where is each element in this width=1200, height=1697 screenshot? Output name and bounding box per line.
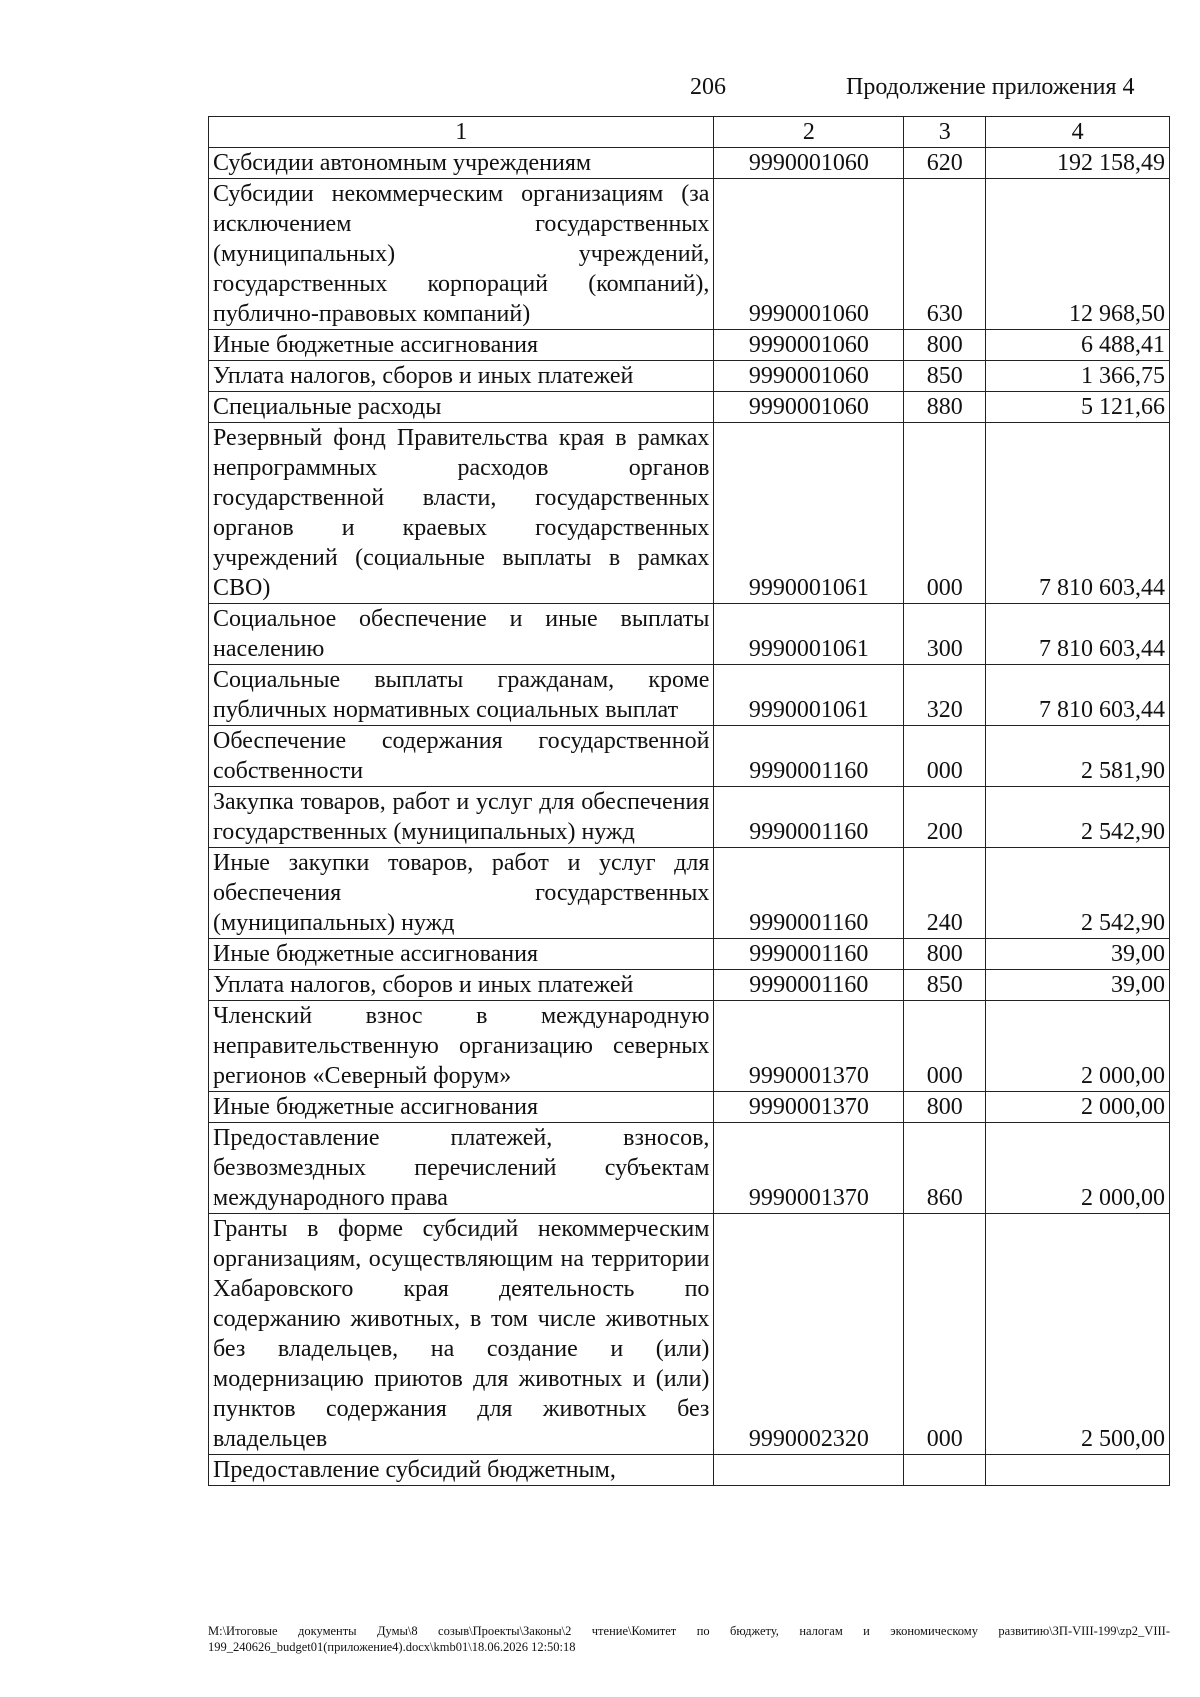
- row-expense-type-cell: 800: [904, 330, 986, 361]
- row-sum-cell: 39,00: [986, 939, 1170, 970]
- row-sum-cell: 6 488,41: [986, 330, 1170, 361]
- row-sum-cell: 192 158,49: [986, 148, 1170, 179]
- table-row: [209, 939, 1170, 970]
- row-sum-cell: 39,00: [986, 970, 1170, 1001]
- row-expense-type-cell: 240: [904, 848, 986, 939]
- row-name-cell: Иные бюджетные ассигнования: [209, 939, 714, 970]
- column-header-name: 1: [209, 117, 714, 148]
- row-expense-type-cell: 000: [904, 1001, 986, 1092]
- table-header-row: [209, 117, 1170, 148]
- row-expense-type-cell: 000: [904, 726, 986, 787]
- table-row: [209, 1455, 1170, 1486]
- row-code-cell: 9990001060: [714, 179, 904, 330]
- row-sum-cell: 7 810 603,44: [986, 665, 1170, 726]
- document-path-footer: M:\Итоговые документы Думы\8 созыв\Проекты\Законы\2 чтение\Комитет по бюджету, налогам и экономическому развитию\ЗП-VIII-199\zp2_VIII-199_240626_budget01(приложение4).docx\kmb01\18.06.2026 12:50:18: [208, 1624, 1170, 1654]
- table-row: [209, 848, 1170, 939]
- row-name-cell: Гранты в форме субсидий некоммерческим организациям, осуществляющим на территории Хабаровского края деятельность по содержанию животных, в том числе животных без владельцев, на создание и (или) модернизацию приютов для животных и (или) пунктов содержания для животных без владельцев: [209, 1214, 714, 1455]
- row-expense-type-cell: 300: [904, 604, 986, 665]
- row-expense-type-cell: 620: [904, 148, 986, 179]
- row-name-cell: Субсидии некоммерческим организациям (за исключением государственных (муниципальных) учреждений, государственных корпораций (компаний), публично-правовых компаний): [209, 179, 714, 330]
- table-row: [209, 665, 1170, 726]
- row-sum-cell: 2 542,90: [986, 787, 1170, 848]
- row-name-cell: Социальное обеспечение и иные выплаты населению: [209, 604, 714, 665]
- row-code-cell: 9990001370: [714, 1001, 904, 1092]
- table-row: [209, 604, 1170, 665]
- row-code-cell: 9990001060: [714, 392, 904, 423]
- row-expense-type-cell: [904, 1455, 986, 1486]
- row-name-cell: Иные бюджетные ассигнования: [209, 330, 714, 361]
- row-sum-cell: 2 581,90: [986, 726, 1170, 787]
- row-sum-cell: 2 500,00: [986, 1214, 1170, 1455]
- column-header-expense-type: 3: [904, 117, 986, 148]
- row-code-cell: 9990001060: [714, 361, 904, 392]
- row-name-cell: Субсидии автономным учреждениям: [209, 148, 714, 179]
- table-row: [209, 970, 1170, 1001]
- row-expense-type-cell: 320: [904, 665, 986, 726]
- row-code-cell: 9990001160: [714, 848, 904, 939]
- table-row: [209, 330, 1170, 361]
- table-row: [209, 1214, 1170, 1455]
- table-row: [209, 423, 1170, 604]
- row-sum-cell: 1 366,75: [986, 361, 1170, 392]
- row-name-cell: Специальные расходы: [209, 392, 714, 423]
- row-name-cell: Уплата налогов, сборов и иных платежей: [209, 361, 714, 392]
- row-name-cell: Иные бюджетные ассигнования: [209, 1092, 714, 1123]
- table-row: [209, 787, 1170, 848]
- row-code-cell: 9990001160: [714, 970, 904, 1001]
- row-name-cell: Обеспечение содержания государственной собственности: [209, 726, 714, 787]
- table-row: [209, 179, 1170, 330]
- appendix-continuation-label: Продолжение приложения 4: [846, 74, 1135, 100]
- row-sum-cell: 7 810 603,44: [986, 423, 1170, 604]
- row-name-cell: Предоставление субсидий бюджетным,: [209, 1455, 714, 1486]
- table-row: [209, 361, 1170, 392]
- row-expense-type-cell: 800: [904, 1092, 986, 1123]
- row-name-cell: Уплата налогов, сборов и иных платежей: [209, 970, 714, 1001]
- column-header-sum: 4: [986, 117, 1170, 148]
- row-code-cell: 9990001061: [714, 604, 904, 665]
- row-code-cell: 9990001370: [714, 1123, 904, 1214]
- row-expense-type-cell: 800: [904, 939, 986, 970]
- row-expense-type-cell: 850: [904, 361, 986, 392]
- row-name-cell: Членский взнос в международную неправительственную организацию северных регионов «Северный форум»: [209, 1001, 714, 1092]
- row-expense-type-cell: 200: [904, 787, 986, 848]
- row-sum-cell: 7 810 603,44: [986, 604, 1170, 665]
- table-row: [209, 1123, 1170, 1214]
- page-number: 206: [690, 74, 726, 100]
- row-code-cell: 9990002320: [714, 1214, 904, 1455]
- row-sum-cell: 2 000,00: [986, 1092, 1170, 1123]
- row-code-cell: 9990001160: [714, 726, 904, 787]
- row-expense-type-cell: 000: [904, 423, 986, 604]
- row-code-cell: [714, 1455, 904, 1486]
- row-name-cell: Резервный фонд Правительства края в рамках непрограммных расходов органов государственной власти, государственных органов и краевых государственных учреждений (социальные выплаты в рамках СВО): [209, 423, 714, 604]
- row-sum-cell: 2 000,00: [986, 1123, 1170, 1214]
- budget-table-body: [209, 148, 1170, 1486]
- row-expense-type-cell: 880: [904, 392, 986, 423]
- table-row: [209, 148, 1170, 179]
- row-expense-type-cell: 630: [904, 179, 986, 330]
- row-name-cell: Предоставление платежей, взносов, безвозмездных перечислений субъектам международного права: [209, 1123, 714, 1214]
- budget-table: [208, 116, 1170, 1486]
- row-name-cell: Иные закупки товаров, работ и услуг для обеспечения государственных (муниципальных) нужд: [209, 848, 714, 939]
- row-code-cell: 9990001160: [714, 939, 904, 970]
- row-sum-cell: 2 000,00: [986, 1001, 1170, 1092]
- row-expense-type-cell: 000: [904, 1214, 986, 1455]
- row-expense-type-cell: 850: [904, 970, 986, 1001]
- row-code-cell: 9990001160: [714, 787, 904, 848]
- table-row: [209, 726, 1170, 787]
- row-code-cell: 9990001370: [714, 1092, 904, 1123]
- row-code-cell: 9990001060: [714, 148, 904, 179]
- table-row: [209, 1001, 1170, 1092]
- row-code-cell: 9990001060: [714, 330, 904, 361]
- row-sum-cell: 2 542,90: [986, 848, 1170, 939]
- row-name-cell: Закупка товаров, работ и услуг для обеспечения государственных (муниципальных) нужд: [209, 787, 714, 848]
- row-sum-cell: 12 968,50: [986, 179, 1170, 330]
- column-header-code: 2: [714, 117, 904, 148]
- table-row: [209, 1092, 1170, 1123]
- row-code-cell: 9990001061: [714, 423, 904, 604]
- table-row: [209, 392, 1170, 423]
- row-sum-cell: 5 121,66: [986, 392, 1170, 423]
- row-sum-cell: [986, 1455, 1170, 1486]
- row-name-cell: Социальные выплаты гражданам, кроме публичных нормативных социальных выплат: [209, 665, 714, 726]
- row-code-cell: 9990001061: [714, 665, 904, 726]
- row-expense-type-cell: 860: [904, 1123, 986, 1214]
